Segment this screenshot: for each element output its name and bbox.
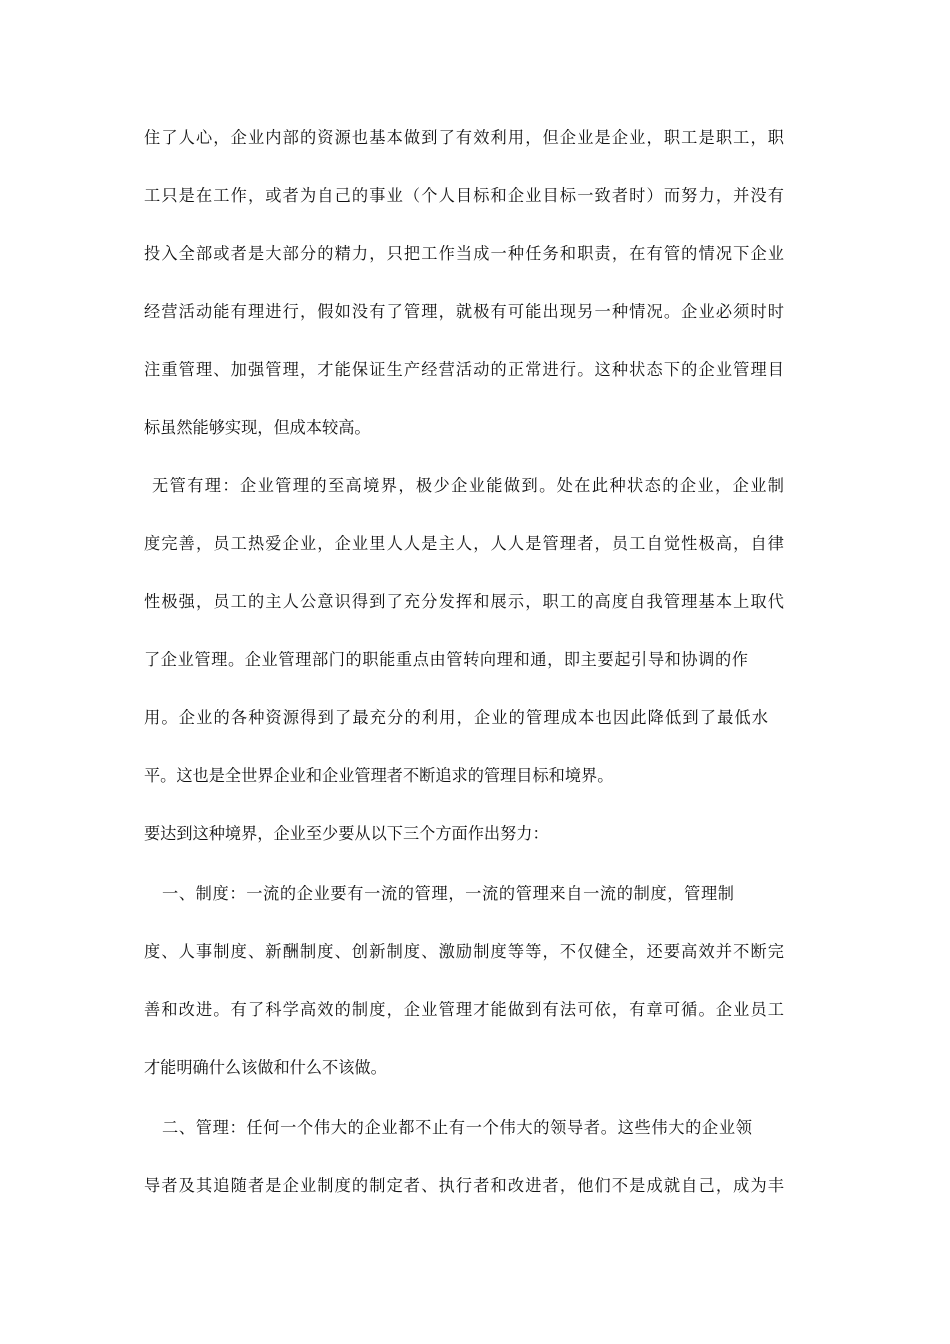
text-line: 导者及其追随者是企业制度的制定者、执行者和改进者，他们不是成就自己，成为丰 [144, 1176, 784, 1195]
text-line: 度、人事制度、新酬制度、创新制度、激励制度等等，不仅健全，还要高效并不断完 [144, 942, 784, 961]
text-line: 度完善，员工热爱企业，企业里人人是主人，人人是管理者，员工自觉性极高，自律 [144, 534, 784, 553]
text-line: 善和改进。有了科学高效的制度，企业管理才能做到有法可依，有章可循。企业员工 [144, 1000, 784, 1019]
paragraph-first-line: 要达到这种境界，企业至少要从以下三个方面作出努力： [144, 824, 549, 843]
paragraph-first-line: 二、管理：任何一个伟大的企业都不止有一个伟大的领导者。这些伟大的企业领 [162, 1118, 752, 1137]
text-line: 才能明确什么该做和什么不该做。 [144, 1058, 387, 1077]
text-line: 平。这也是全世界企业和企业管理者不断追求的管理目标和境界。 [144, 766, 614, 785]
paragraph-first-line: 无管有理：企业管理的至高境界，极少企业能做到。处在此种状态的企业，企业制 [152, 476, 784, 495]
text-line: 投入全部或者是大部分的精力，只把工作当成一种任务和职责，在有管的情况下企业 [144, 244, 784, 263]
text-line: 了企业管理。企业管理部门的职能重点由管转向理和通，即主要起引导和协调的作 [144, 650, 748, 669]
text-line: 性极强，员工的主人公意识得到了充分发挥和展示，职工的高度自我管理基本上取代 [144, 592, 784, 611]
text-line: 经营活动能有理进行，假如没有了管理，就极有可能出现另一种情况。企业必须时时 [144, 302, 784, 321]
text-line: 工只是在工作，或者为自己的事业（个人目标和企业目标一致者时）而努力，并没有 [144, 186, 784, 205]
text-line: 标虽然能够实现，但成本较高。 [144, 418, 371, 437]
text-line: 住了人心，企业内部的资源也基本做到了有效利用，但企业是企业，职工是职工，职 [144, 128, 784, 147]
text-line: 用。企业的各种资源得到了最充分的利用，企业的管理成本也因此降低到了最低水 [144, 708, 768, 727]
paragraph-first-line: 一、制度：一流的企业要有一流的管理，一流的管理来自一流的制度，管理制 [162, 884, 734, 903]
text-line: 注重管理、加强管理，才能保证生产经营活动的正常进行。这种状态下的企业管理目 [144, 360, 784, 379]
